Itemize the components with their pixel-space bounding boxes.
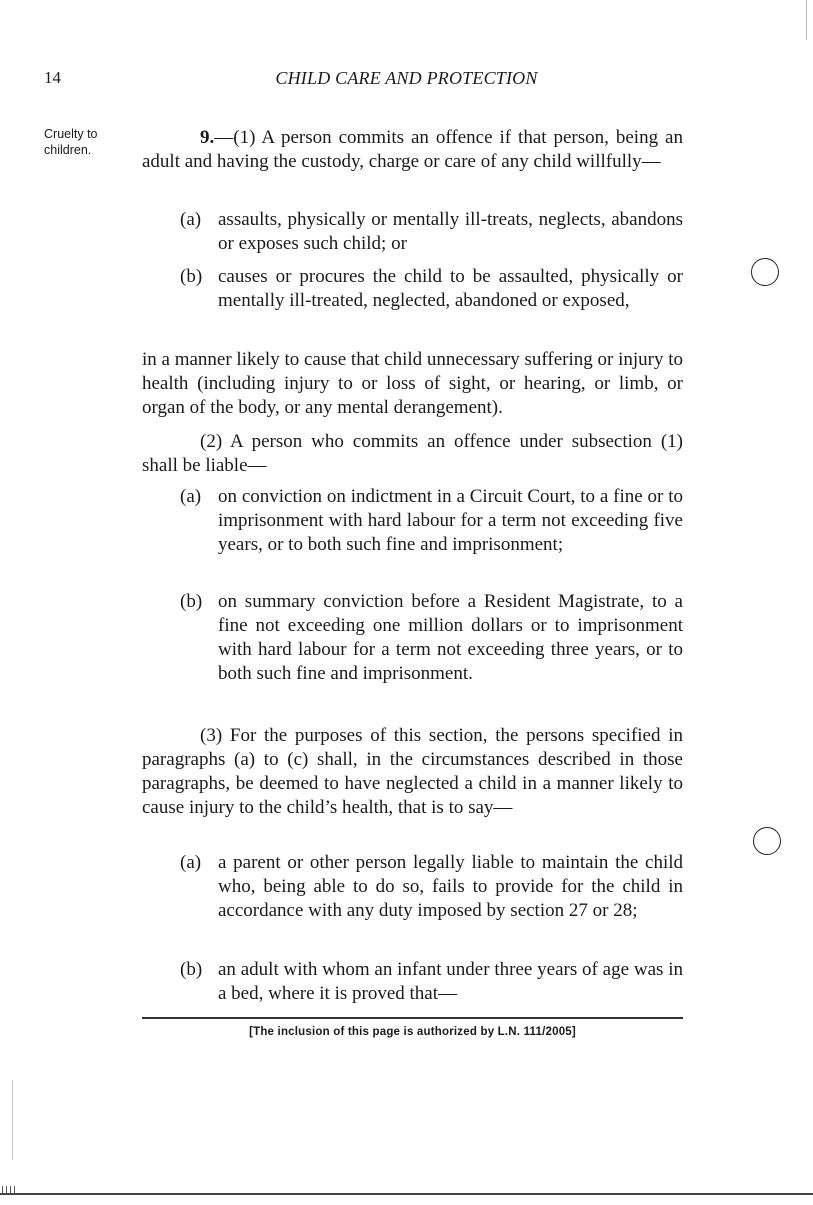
bottom-rule [0, 1193, 813, 1195]
page-title: CHILD CARE AND PROTECTION [275, 68, 538, 88]
paragraph-label: (a) [180, 486, 202, 507]
paragraph-label: (a) [180, 852, 202, 873]
paragraph-text: assaults, physically or mentally ill-treats, neglects, abandons or exposes such child; or [218, 209, 683, 254]
paragraph-text: a parent or other person legally liable to maintain the child who, being able to do so, fails to provide for the child in accordance with any duty imposed by section 27 or 28; [218, 852, 683, 921]
subsection-1-paragraph-a [180, 208, 683, 256]
paragraph-label: (b) [180, 959, 203, 980]
subsection-1-text: —(1) A person commits an offence if that person, being an adult and having the custody, charge or care of any child willfully— [142, 127, 683, 172]
paragraph-text: on conviction on indictment in a Circuit Court, to a fine or to imprisonment with hard labour for a term not exceeding five years, or to both such fine and imprisonment; [218, 486, 683, 555]
subsection-1-paragraph-b [180, 265, 683, 313]
subsection-2-paragraph-b [180, 590, 683, 686]
footer-rule [142, 1017, 683, 1019]
subsection-3-intro: (3) For the purposes of this section, the persons specified in paragraphs (a) to (c) shall, in the circumstances described in those paragraphs, be deemed to have neglected a child in a manner likely to cause injury to the child’s health, that is to say— [142, 725, 683, 818]
subsection-3-paragraph-b [180, 958, 683, 1006]
punch-hole-icon [751, 258, 779, 286]
punch-hole-icon [753, 827, 781, 855]
paragraph-text: on summary conviction before a Resident Magistrate, to a fine not exceeding one million dollars or to imprisonment with hard labour for a term not exceeding three years, or to both such fine and imprisonment. [218, 591, 683, 684]
marginal-note-line-2: children. [44, 143, 92, 157]
subsection-2-paragraph-a [180, 485, 683, 557]
paragraph-label: (b) [180, 266, 203, 287]
subsection-3-paragraph-a [180, 851, 683, 923]
scan-edge-line [12, 1080, 13, 1160]
subsection-1-closing: in a manner likely to cause that child unnecessary suffering or injury to health (including injury to or loss of sight, or hearing, or limb, or organ of the body, or any mental derangement). [142, 349, 683, 418]
paragraph-label: (b) [180, 591, 203, 612]
paragraph-text: causes or procures the child to be assaulted, physically or mentally ill-treated, neglected, abandoned or exposed, [218, 266, 683, 311]
marginal-note-line-1: Cruelty to [44, 127, 98, 141]
footer-authorization-note: [The inclusion of this page is authorized by L.N. 111/2005] [249, 1026, 576, 1038]
subsection-2-intro: (2) A person who commits an offence under subsection (1) shall be liable— [142, 431, 683, 476]
scan-edge-line [806, 0, 807, 40]
subsection-1-intro [142, 126, 683, 174]
marginal-note [44, 126, 134, 158]
paragraph-text: an adult with whom an infant under three years of age was in a bed, where it is proved that— [218, 959, 683, 1004]
page-number: 14 [44, 68, 61, 87]
paragraph-label: (a) [180, 209, 202, 230]
section-number: 9. [200, 127, 215, 148]
